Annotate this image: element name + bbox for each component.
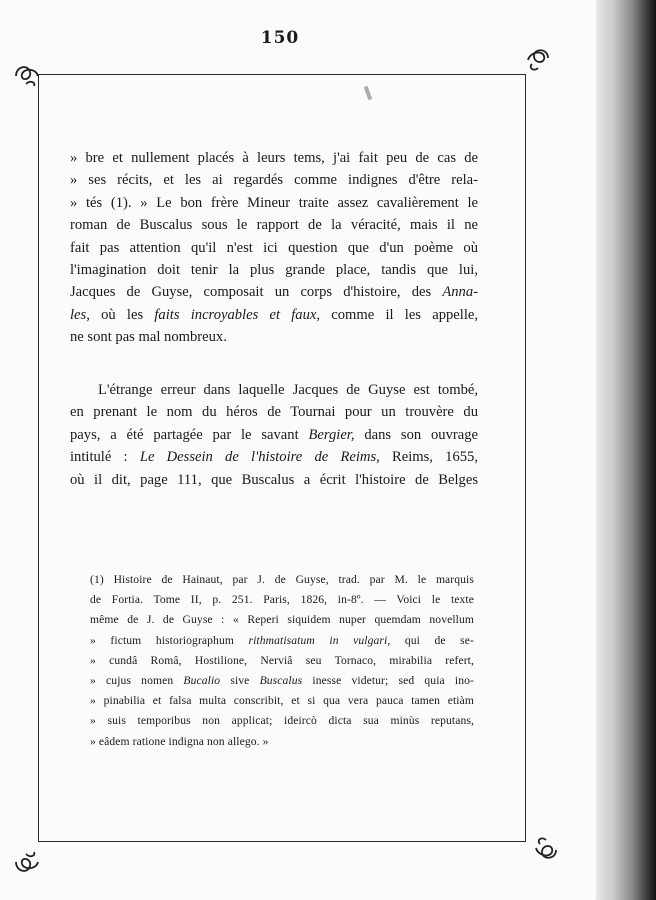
- italic-text: rithmatisatum in vulgari,: [248, 633, 391, 647]
- text-span: » cujus nomen: [90, 674, 184, 688]
- footnote: [90, 570, 474, 752]
- text-span: Reims, 1655,: [379, 449, 478, 466]
- footnote-line: même de J. de Guyse : « Reperi siquidem nuper quemdam novellum: [90, 613, 474, 627]
- text-line: [70, 446, 478, 468]
- text-line: » tés (1). » Le bon frère Mineur traite assez cavalièrement le: [70, 194, 478, 211]
- text-span: , comme il les appelle,: [316, 306, 478, 323]
- text-span: inesse videtur; sed quia ino-: [302, 674, 475, 688]
- footnote-line: de Fortia. Tome II, p. 251. Paris, 1826, in-8º. — Voici le texte: [90, 593, 474, 607]
- footnote-line: » cundâ Româ, Hostilione, Nerviâ seu Tornaco, mirabilia refert,: [90, 653, 474, 667]
- text-span: dans son ouvrage: [354, 426, 478, 443]
- book-gutter-shadow: [596, 0, 656, 900]
- italic-text: Bucalio: [183, 674, 221, 688]
- page-number: 150: [260, 28, 300, 48]
- flourish-ornament-top-left-icon: [12, 60, 42, 90]
- footnote-line: » suis temporibus non applicat; ideircò dicta sua minùs reputans,: [90, 714, 474, 728]
- text-span: Jacques de Guyse, composait un corps d'histoire, des: [70, 284, 443, 301]
- text-line: l'imagination doit tenir la plus grande place, tandis que lui,: [70, 262, 478, 279]
- flourish-ornament-bottom-right-icon: [530, 834, 560, 864]
- text-line: » ses récits, et les ai regardés comme indignes d'être rela-: [70, 172, 478, 189]
- italic-text: Le Dessein de l'histoire de Reims,: [139, 449, 380, 466]
- italic-text: faits incroyables et faux: [154, 306, 317, 323]
- text-span: » fictum historiographum: [90, 633, 249, 647]
- italic-text: Anna-: [442, 284, 478, 301]
- text-line: fait pas attention qu'il n'est ici question que d'un poème où: [70, 239, 478, 256]
- text-line: en prenant le nom du héros de Tournai pour un trouvère du: [70, 404, 478, 421]
- italic-text: Buscalus: [259, 674, 303, 688]
- text-span: , où les: [86, 306, 155, 323]
- text-span: sive: [220, 674, 260, 688]
- italic-text: Bergier,: [308, 426, 355, 443]
- footnote-line: » pinabilia et falsa multa conscribit, et si qua vera pauca tamen etiàm: [90, 694, 474, 708]
- italic-text: les: [70, 306, 87, 323]
- text-span: pays, a été partagée par le savant: [70, 426, 309, 443]
- text-line: où il dit, page 111, que Buscalus a écrit l'histoire de Belges: [70, 471, 478, 488]
- text-line: » bre et nullement placés à leurs tems, j'ai fait peu de cas de: [70, 150, 478, 166]
- text-line: [70, 424, 478, 446]
- text-line: L'étrange erreur dans laquelle Jacques de Guyse est tombé,: [98, 382, 478, 398]
- footnote-line: » eâdem ratione indigna non allego. »: [90, 734, 269, 748]
- footnote-line: [90, 631, 474, 651]
- flourish-ornament-top-right-icon: [522, 44, 552, 74]
- body-paragraph-1: [70, 147, 478, 349]
- footnote-line: [90, 671, 474, 691]
- text-line: roman de Buscalus sous le rapport de la véracité, mais il ne: [70, 217, 478, 234]
- text-line: [70, 281, 478, 303]
- footnote-line: (1) Histoire de Hainaut, par J. de Guyse, trad. par M. le marquis: [90, 573, 474, 586]
- text-span: qui de se-: [390, 633, 474, 647]
- text-line: [70, 304, 478, 326]
- body-paragraph-2: [70, 379, 478, 491]
- text-span: intitulé :: [70, 449, 140, 466]
- flourish-ornament-bottom-left-icon: [12, 848, 42, 878]
- text-line: ne sont pas mal nombreux.: [70, 329, 227, 346]
